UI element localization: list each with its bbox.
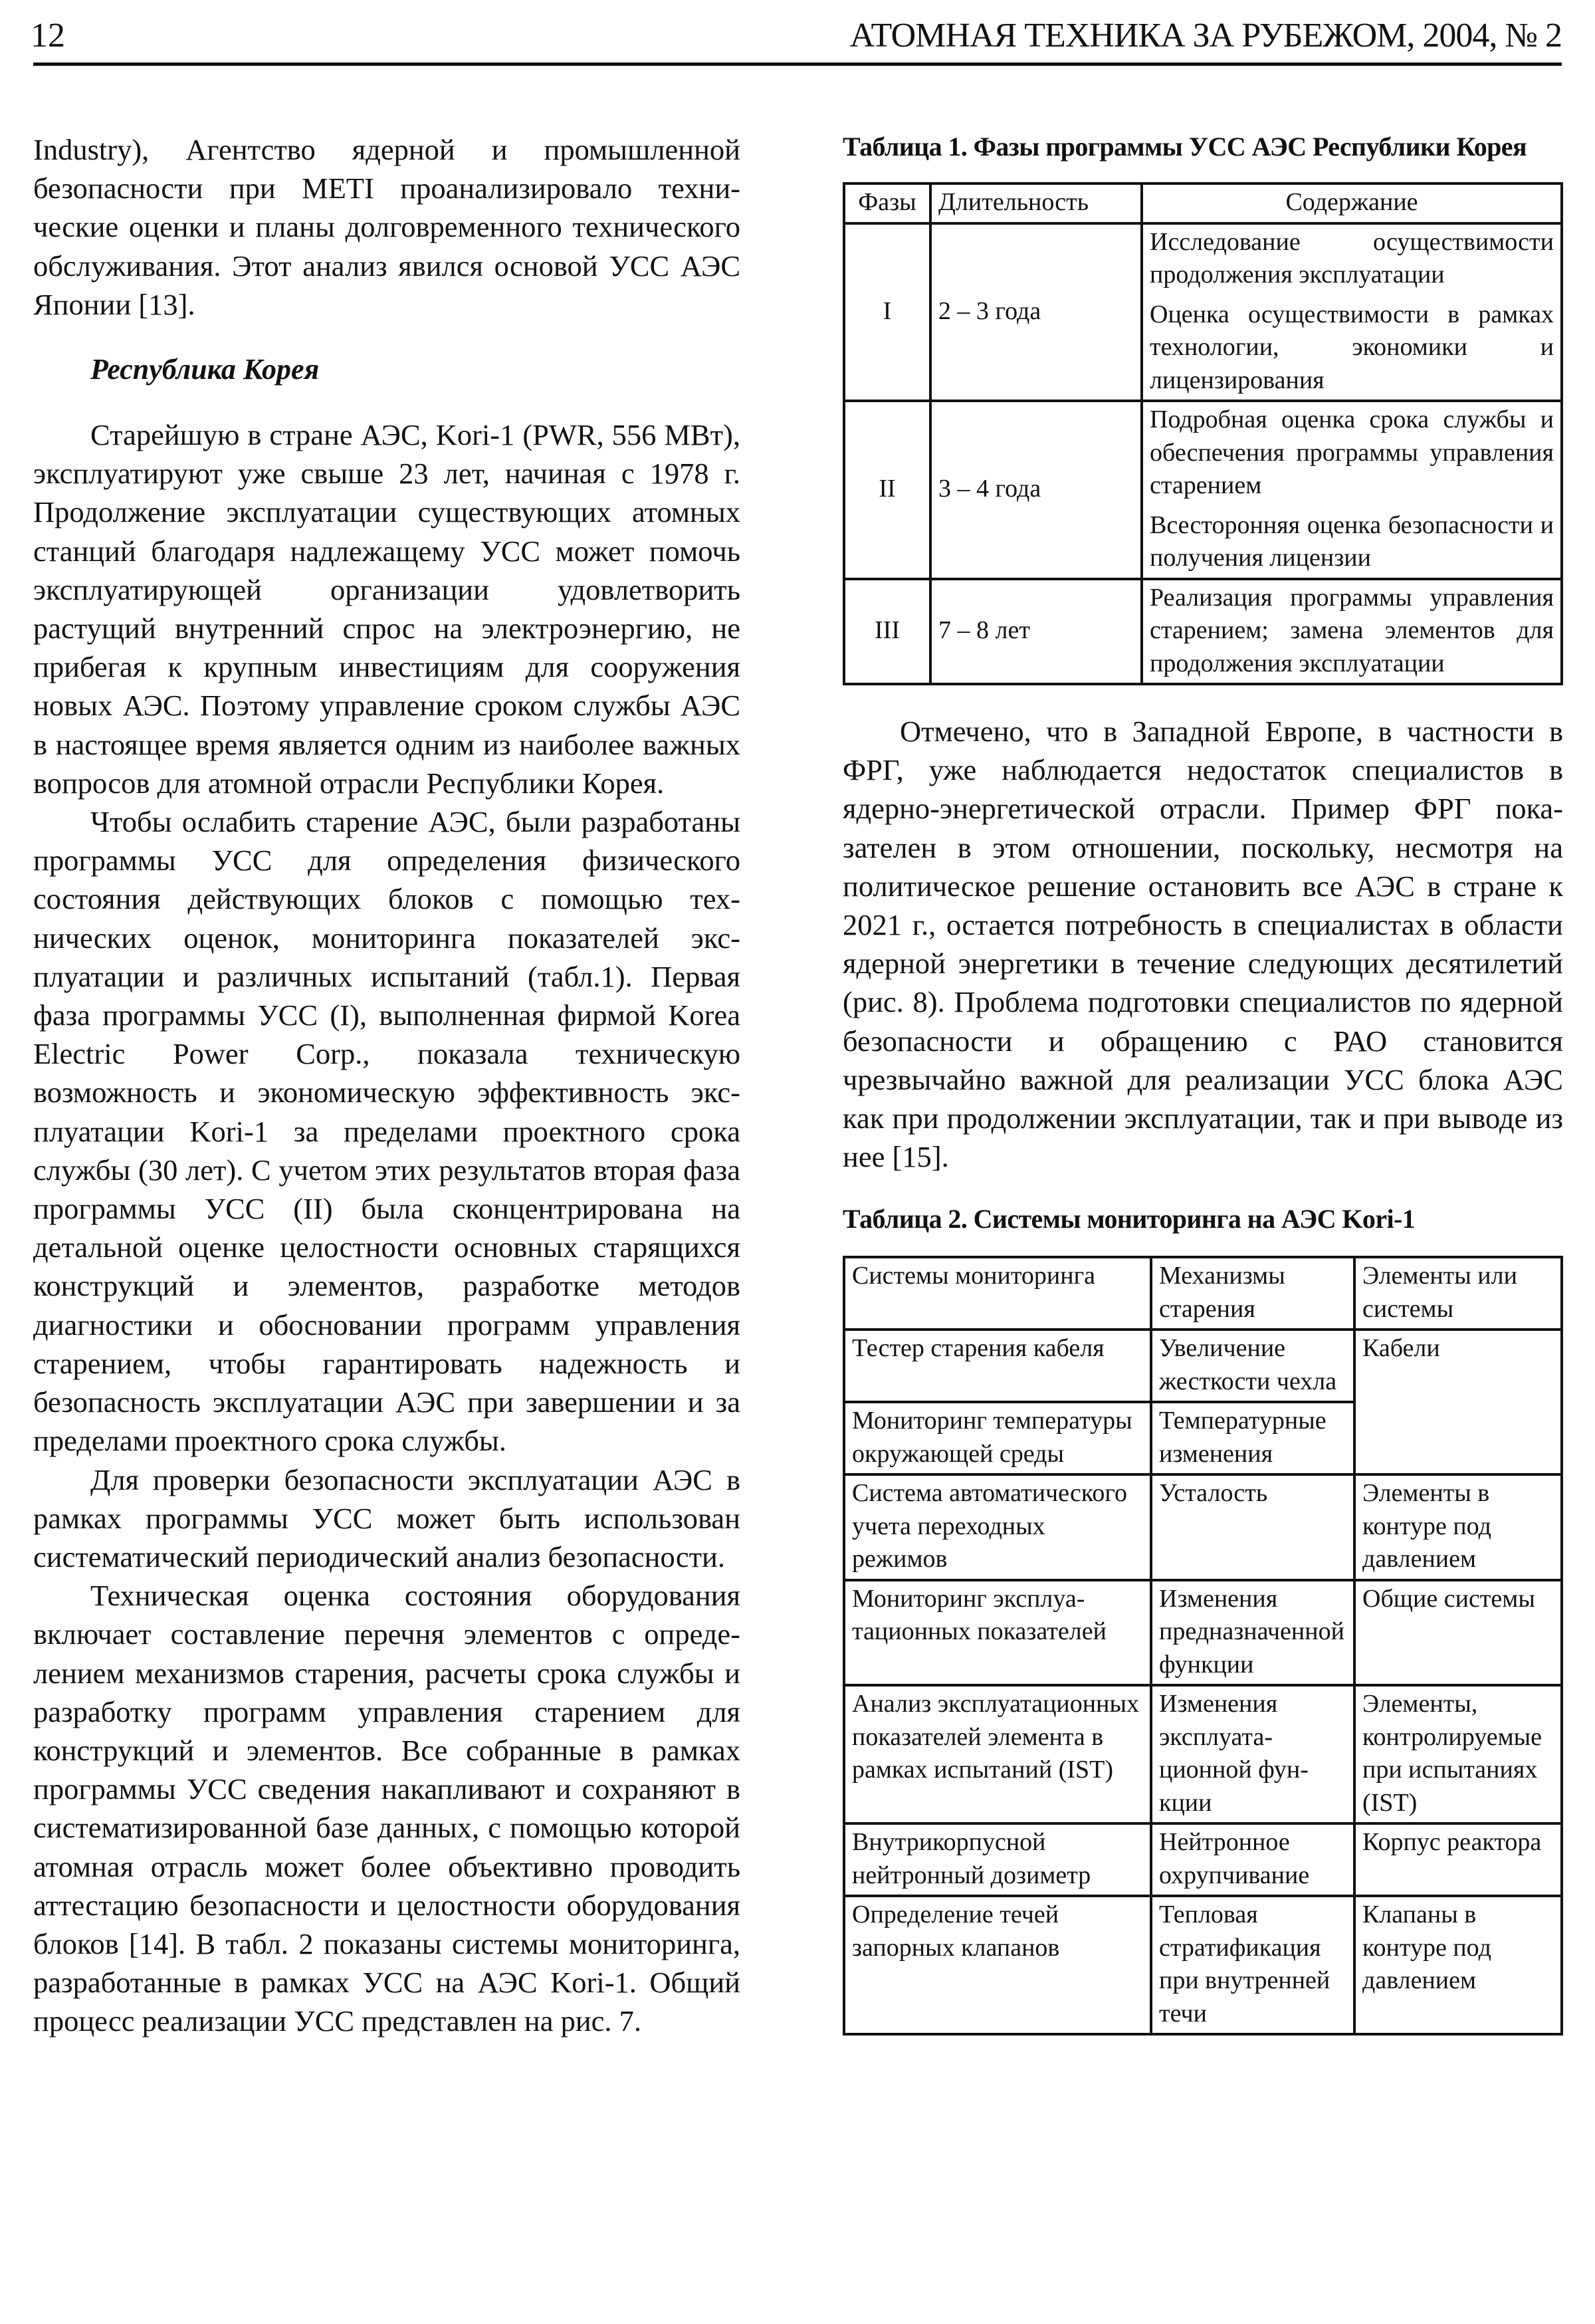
paragraph-germany: Отмечено, что в Западной Европе, в частности в ФРГ, уже наблюдается недостаток специалистов в ядерно-энергетической отрасли. Пример ФРГ показателен в этом отношении, поскольку, несмотря на политическое решение остановить все АЭС в стране к 2021 г., остается потребность в специалистах в области ядерной энергетики в течение следующих десятилетий (рис. 8). Проблема подготовки специалистов по ядерной безопасности и обращению с РАО становится чрезвычайно важной для реализации УСС блока АЭС как при продолжении эксплуатации, так и при выводе из нее [15]. <box>843 715 1563 1174</box>
element-cell: Клапаны в контуре под давлением <box>1354 1896 1562 2034</box>
system-cell: Анализ эксплуатационных показателей элемента в рамках испытаний (IST) <box>844 1685 1151 1823</box>
duration-cell: 2 – 3 года <box>930 223 1142 402</box>
paragraph-technical-assessment: Техническая оценка состояния оборудования включает составление перечня элементов с определением механизмов старения, расчеты срока службы и разработку программ управления старением для конструкций и элементов. Все собранные в рамках программы УСС сведения накапливают и сохраняют в систематизированной базе данных, с помощью которой атомная отрасль может более объективно проводить аттестацию безопасности и целостности оборудования блоков [14]. В табл. 2 показаны системы мониторинга, разработанные в рамках УСС на АЭС Kori-1. Общий процесс реализации УСС представлен на рис. 7. <box>33 1579 740 2038</box>
element-cell: Элементы, контролируемые при испытаниях (IST) <box>1354 1685 1562 1823</box>
table-row <box>844 1685 1562 1823</box>
table2-monitoring <box>843 1256 1563 2035</box>
table2-caption: Таблица 2. Системы мониторинга на АЭС Kori-1 <box>843 1204 1416 1234</box>
content-cell <box>1142 223 1562 402</box>
header-cell: Элементы или системы <box>1354 1257 1562 1330</box>
mechanism-cell: Температурные изменения <box>1151 1402 1354 1474</box>
system-cell: Мониторинг температуры окружающей среды <box>844 1402 1151 1474</box>
table-header-row <box>844 1257 1562 1330</box>
element-cell: Элементы в контуре под давлением <box>1354 1474 1562 1580</box>
paragraph-kori1: Старейшую в стране АЭС, Kori-1 (PWR, 556 МВт), эксплуатируют уже свыше 23 лет, начиная с 1978 г. Продолжение эксплуатации существующих атомных станций благодаря надлежащему УСС может помочь эксплуатирующей организации удовлетворить растущий внутренний спрос на электроэнергию, не прибегая к крупным инвестициям для сооружения новых АЭС. Поэтому управление сроком службы АЭС в настоящее время является одним из наиболее важных вопросов для атомной отрасли Республики Корея. <box>33 418 740 800</box>
header-rule <box>33 62 1562 66</box>
header-cell: Механизмы старения <box>1151 1257 1354 1330</box>
element-cell: Корпус реактора <box>1354 1823 1562 1896</box>
phase-cell: II <box>844 401 930 579</box>
mechanism-cell: Изменения предназначенной функции <box>1151 1580 1354 1686</box>
table-row <box>844 1580 1562 1686</box>
system-cell: Определение течей запорных клапанов <box>844 1896 1151 2034</box>
section-heading-korea: Республика Корея <box>90 353 320 386</box>
system-cell: Тестер старения кабеля <box>844 1330 1151 1402</box>
content-cell <box>1142 579 1562 685</box>
content-item: Подробная оценка срока службы и обеспечения программы управления старением <box>1150 406 1554 499</box>
left-column <box>33 130 740 2041</box>
system-cell: Мониторинг эксплуатационных показателей <box>844 1580 1151 1686</box>
mechanism-cell: Изменения эксплуатационной функции <box>1151 1685 1354 1823</box>
header-cell: Системы мониторинга <box>844 1257 1151 1330</box>
element-cell: Кабели <box>1354 1330 1562 1474</box>
duration-cell: 3 – 4 года <box>930 401 1142 579</box>
phase-cell: III <box>844 579 930 685</box>
mechanism-cell: Усталость <box>1151 1474 1354 1580</box>
header-cell: Содержание <box>1142 183 1562 223</box>
header-cell: Фазы <box>844 183 930 223</box>
content-item: Реализация программы управления старением; замена элементов для продолжения эксплуатации <box>1150 583 1554 677</box>
mechanism-cell: Нейтронное охрупчивание <box>1151 1823 1354 1896</box>
content-item: Исследование осуществимости продолжения эксплуатации <box>1150 227 1554 289</box>
table1-phases <box>843 182 1563 685</box>
phase-cell: I <box>844 223 930 402</box>
table-row <box>844 1823 1562 1896</box>
table-header-row <box>844 183 1562 223</box>
table-row <box>844 401 1562 579</box>
table-row <box>844 1896 1562 2034</box>
element-cell: Общие системы <box>1354 1580 1562 1686</box>
mechanism-cell: Увеличение жесткости чехла <box>1151 1330 1354 1402</box>
content-cell <box>1142 401 1562 579</box>
mechanism-cell: Тепловая стратификация при внутренней течи <box>1151 1896 1354 2034</box>
paragraph-safety-check: Для проверки безопасности эксплуатации АЭС в рамках программы УСС может быть использован систематический периодический анализ безопасности. <box>33 1462 740 1573</box>
header-cell: Длительность <box>930 183 1142 223</box>
table-row <box>844 1330 1562 1402</box>
journal-title: АТОМНАЯ ТЕХНИКА ЗА РУБЕЖОМ, 2004, № 2 <box>849 17 1562 55</box>
table-row <box>844 579 1562 685</box>
paragraph-aging-programs: Чтобы ослабить старение АЭС, были разработаны программы УСС для определения физического состояния действующих блоков с помощью технических оценок, мониторинга показателей эксплуатации и различных испытаний (табл.1). Первая фаза программы УСС (I), выполненная фирмой Korea Electric Power Corp., показала техническую возможность и экономическую эффективность эксплуатации Kori-1 за пределами проектного срока службы (30 лет). С учетом этих результатов вторая фаза программы УСС (II) была сконцентрирована на детальной оценке целостности основных старящихся конструкций и элементов, разработке методов диагностики и обосновании программ управления старением, чтобы гарантировать надежность и безопасность эксплуатации АЭС при завершении и за пределами проектного срока службы. <box>33 805 740 1458</box>
table-row <box>844 223 1562 402</box>
system-cell: Система автоматического учета переходных режимов <box>844 1474 1151 1580</box>
page-number: 12 <box>31 17 65 55</box>
table-row <box>844 1474 1562 1580</box>
right-column <box>843 130 1563 2035</box>
duration-cell: 7 – 8 лет <box>930 579 1142 685</box>
content-item: Оценка осуществимости в рамках технологии, экономики и лицензирования <box>1150 300 1554 394</box>
paragraph-japan-end: Industry), Агентство ядерной и промышленной безопасности при METI проанализировало технические оценки и планы долговременного технического обслуживания. Этот анализ явился основой УСС АЭС Японии [13]. <box>33 133 740 321</box>
system-cell: Внутрикорпусной нейтронный дозиметр <box>844 1823 1151 1896</box>
content-item: Всесторонняя оценка безопасности и получения лицензии <box>1150 511 1554 572</box>
table1-caption: Таблица 1. Фазы программы УСС АЭС Республики Корея <box>843 132 1527 162</box>
